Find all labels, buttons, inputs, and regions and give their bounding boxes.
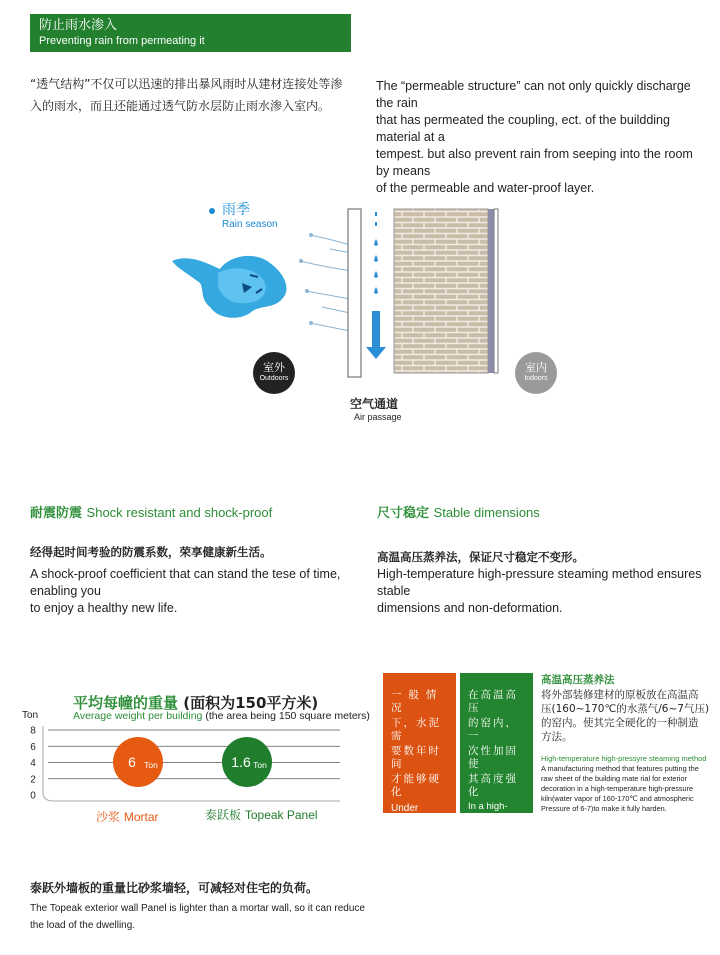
rain-illustration: [160, 195, 560, 425]
data-value-label: 6: [128, 754, 136, 770]
y-tick-label: 8: [30, 725, 36, 737]
inner-board: [494, 209, 498, 373]
kiln-box: 在高温高压 的窑内，一 次性加固使 其高度强化 In a high- temperatute high pressure kiln,this reinforced once-for all and is highly strengthened: [460, 673, 533, 813]
y-axis-unit: Ton: [22, 710, 39, 721]
lighter-body: 泰跃外墙板的重量比砂浆墙轻，可减轻对住宅的负荷。 The Topeak exterior wall Panel is lighter than a mortar wall, so it can reduce the load of the dwelling.: [30, 881, 365, 931]
brick-wall: [394, 209, 488, 373]
water-drops: [374, 212, 378, 294]
outer-panel: [348, 209, 361, 377]
weight-chart-title: 平均每幢的重量 (面积为150平方米): [73, 694, 319, 712]
axis-line: [43, 726, 340, 801]
air-passage-label: 空气通道 Air passage: [350, 397, 402, 422]
header-banner: [30, 14, 351, 52]
rain-cloud-icon: [172, 256, 286, 318]
outdoors-badge: 室外 Outdoors: [253, 352, 295, 394]
y-tick-label: 0: [30, 790, 36, 802]
data-unit-label: Ton: [144, 760, 158, 770]
stable-title: 尺寸稳定 Stable dimensions: [377, 505, 540, 521]
inner-layer: [488, 209, 494, 373]
rain-description-en: The “permeable structure” can not only quickly discharge the rain that has permeated the coupling, ect. of the buildding material at a tempest. but also prevent rain from seeping into the room by means of the permeable and water-proof layer.: [376, 79, 693, 195]
data-value-label: 1.6: [231, 754, 251, 770]
rain-bullet-dot: [209, 208, 215, 214]
steam-method-text: 高温高压蒸养法 将外部装修建材的原板放在高温高 压(160~170℃的水蒸气/6~7气压) 的窑内。使其完全硬化的一种制造 方法。 High-temperature high-pressyre steaming method A manufacturing method that features putting the raw sheet of the building mate rial for exterior decoration in a high-temperature high-pressure kiln(water vapor of 160-170℃ and atmospheric Pressure of 6-7)to make it fully harden.: [541, 674, 710, 813]
shock-body: 经得起时间考验的防震系数，荣享健康新生活。 A shock-proof coefficient that can stand the tese of time, enabling you to enjoy a healthy new life.: [30, 545, 341, 615]
shock-title: 耐震防震 Shock resistant and shock-proof: [30, 505, 273, 521]
y-tick-label: 2: [30, 774, 36, 786]
y-tick-label: 4: [30, 758, 36, 769]
mortar-label: 沙浆 Mortar: [96, 810, 159, 824]
data-unit-label: Ton: [253, 760, 267, 770]
wind-lines: [300, 234, 353, 332]
indoors-badge: 室内 Indoors: [515, 352, 557, 394]
air-flow-arrow: [366, 311, 386, 359]
normal-cement-box: 一 般 情 况 下，水泥需 要数年时间 才能够硬化 Under normal conditions,it will take years for cement to harden.: [383, 673, 456, 813]
panel-label: 泰跃板 Topeak Panel: [205, 808, 318, 822]
rain-description-zh: “透气结构”不仅可以迅速的排出暴风雨时从建材连接处等渗 入的雨水，而且还能通过透气防水层防止雨水渗入室内。: [30, 77, 343, 113]
rain-season-label: 雨季 Rain season: [222, 202, 278, 230]
stable-body: 高温高压蒸养法，保证尺寸稳定不变形。 High-temperature high-pressure steaming method ensures stable dimensions and non-deformation.: [377, 550, 702, 615]
weight-chart-subtitle: Average weight per building (the area being 150 square meters): [73, 710, 370, 722]
header-title-zh: 防止雨水渗入: [39, 18, 118, 33]
header-title-en: Preventing rain from permeating it: [39, 35, 205, 47]
y-tick-label: 6: [30, 741, 36, 753]
